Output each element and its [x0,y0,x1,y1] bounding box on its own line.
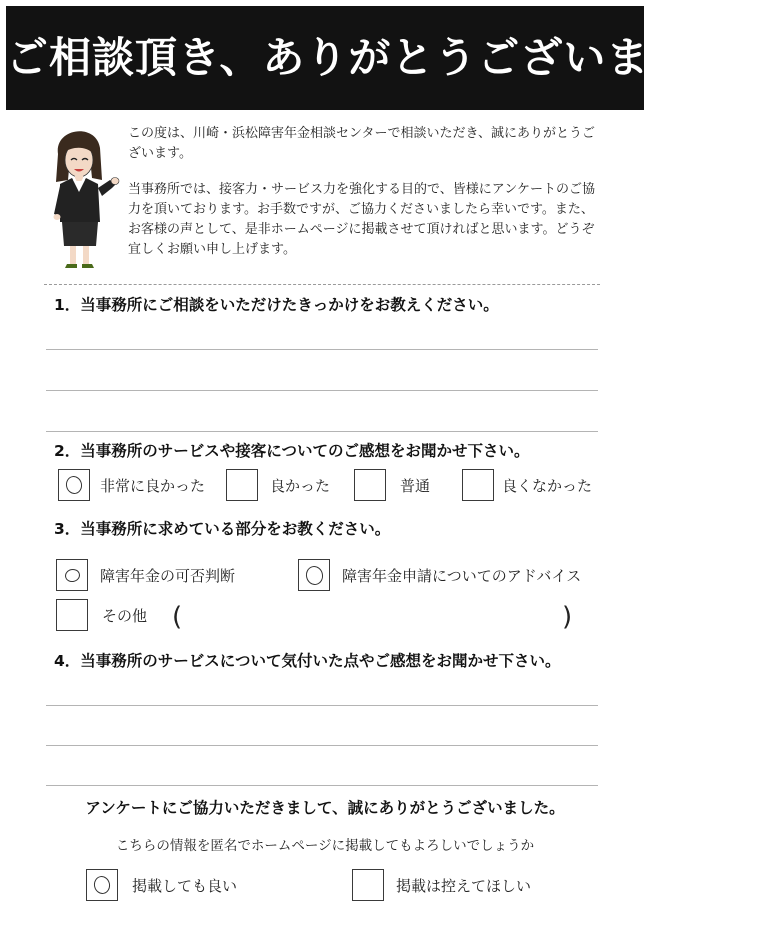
option-label: 掲載は控えてほしい [396,876,532,895]
option-other[interactable] [56,598,147,632]
option-label: 普通 [400,476,431,495]
section-divider [44,284,600,285]
intro-paragraph-1: この度は、川崎・浜松障害年金相談センターで相談いただき、誠にありがとうございます。 [128,126,595,161]
option-label: 掲載しても良い [132,876,238,895]
checkbox[interactable] [56,599,88,631]
closing-thanks: アンケートにご協力いただきまして、誠にありがとうございました。 [85,799,565,817]
answer-line[interactable] [46,431,598,432]
answer-line[interactable] [46,785,598,786]
option-label: 良くなかった [502,476,593,495]
question-4-title: 4．当事務所のサービスについて気付いた点やご感想をお聞かせ下さい。 [54,652,561,670]
option-very-good[interactable] [58,468,205,502]
option-label: その他 [102,606,148,625]
circle-mark [92,875,111,896]
checkbox[interactable] [86,869,118,901]
option-label: 障害年金の可否判断 [100,566,236,585]
checkbox[interactable] [226,469,258,501]
intro-paragraph-2: 当事務所では、接客力・サービス力を強化する目的で、皆様にアンケートのご協力を頂いております。お手数ですが、ご協力くださいましたら幸いです。また、お客様の声として、是非ホームページに掲載させて頂ければと思います。どうぞ宜しくお願い申し上げます。 [128,182,595,257]
other-close-paren: ) [562,602,573,632]
checkbox[interactable] [354,469,386,501]
checkbox[interactable] [352,869,384,901]
option-label: 良かった [270,476,331,495]
checkbox[interactable] [58,469,90,501]
option-publish-ok[interactable] [86,868,237,902]
publish-question: こちらの情報を匿名でホームページに掲載してもよろしいでしょうか [115,838,535,854]
checkbox[interactable] [56,559,88,591]
option-good[interactable] [226,468,330,502]
answer-line[interactable] [46,390,598,391]
question-3-title: 3．当事務所に求めている部分をお教ください。 [54,520,391,538]
intro-text [128,124,606,260]
option-application-advice[interactable] [298,558,581,592]
question-2-title: 2．当事務所のサービスや接客についてのご感想をお聞かせ下さい。 [54,442,530,460]
option-average[interactable] [354,468,430,502]
page-title-banner: ご相談頂き、ありがとうございました！ [6,6,644,110]
option-publish-decline[interactable] [352,868,531,902]
question-1-title: 1．当事務所にご相談をいただけたきっかけをお教えください。 [54,296,499,314]
option-label: 非常に良かった [100,476,206,495]
option-not-good[interactable] [462,468,592,502]
circle-mark [64,475,83,496]
checkbox[interactable] [462,469,494,501]
staff-illustration [40,118,120,272]
other-open-paren: ( [172,602,183,632]
checkbox[interactable] [298,559,330,591]
option-label: 障害年金申請についてのアドバイス [342,566,582,585]
answer-line[interactable] [46,745,598,746]
answer-line[interactable] [46,349,598,350]
circle-mark [63,567,80,583]
option-eligibility-judgment[interactable] [56,558,235,592]
circle-mark [304,564,325,586]
answer-line[interactable] [46,705,598,706]
